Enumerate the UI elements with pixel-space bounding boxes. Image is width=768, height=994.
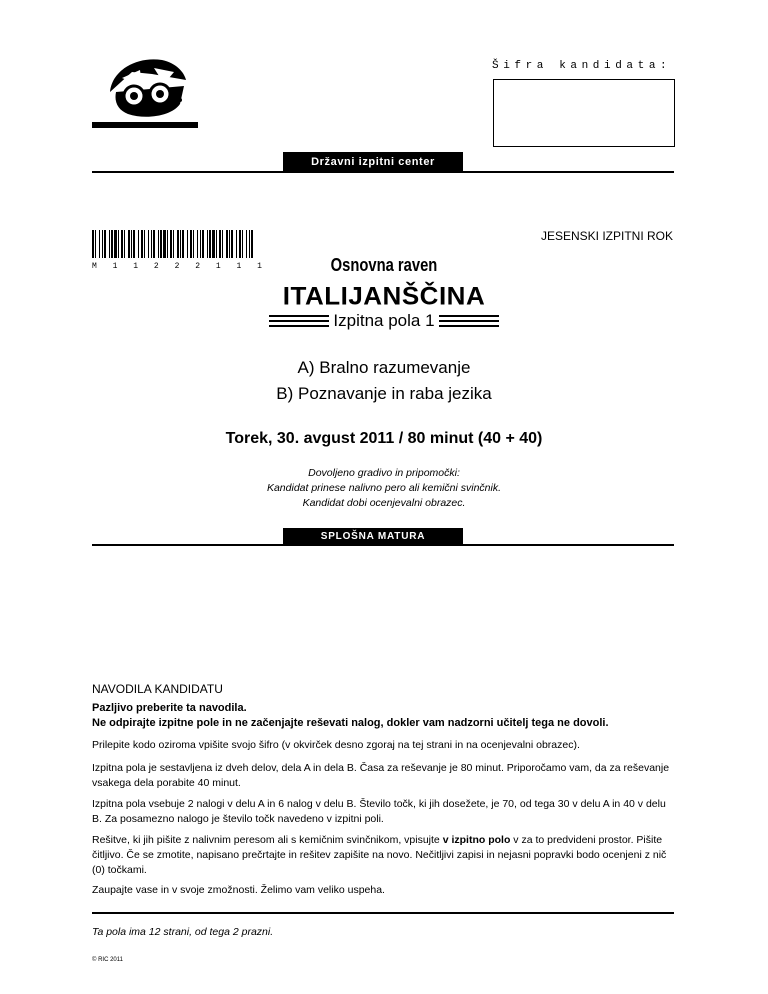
- barcode-digit: 1: [236, 262, 242, 271]
- barcode-digit: 1: [112, 262, 118, 271]
- paper-label-row: [0, 311, 768, 331]
- matura-banner: SPLOŠNA MATURA: [283, 528, 463, 545]
- barcode-digit: M: [92, 262, 97, 271]
- candidate-code-label: Šifra kandidata:: [492, 60, 672, 72]
- exam-date: Torek, 30. avgust 2011 / 80 minut (40 + 40): [225, 430, 543, 447]
- materials-line: Kandidat prinese nalivno pero ali kemični svinčnik.: [266, 482, 502, 494]
- instructions-emphasis: v izpitno polo: [442, 834, 511, 846]
- decorative-lines-right: [439, 315, 499, 327]
- decorative-lines-left: [269, 315, 329, 327]
- barcode-digit: 1: [257, 262, 262, 271]
- part-a-title: A) Bralno razumevanje: [297, 358, 471, 377]
- logo-underline: [92, 122, 198, 128]
- barcode-digit: 1: [133, 262, 139, 271]
- candidate-code-box[interactable]: [493, 79, 675, 147]
- part-b-title: B) Poznavanje in raba jezika: [276, 384, 492, 403]
- exam-term: JESENSKI IZPITNI ROK: [540, 229, 673, 243]
- instructions-warning: [92, 701, 682, 731]
- instructions-bold-line: Ne odpirajte izpitne pole in ne začenjajte reševati nalog, dokler vam nadzorni učitelj tega ne dovoli.: [92, 717, 609, 729]
- page-count-note: Ta pola ima 12 strani, od tega 2 prazni.: [92, 926, 274, 938]
- subject-title: ITALIJANŠČINA: [282, 281, 486, 311]
- bottom-divider: [92, 912, 674, 914]
- instructions-paragraph: Izpitna pola vsebuje 2 nalogi v delu A in 6 nalog v delu B. Število točk, ki jih dosežete, je 70, od tega 30 v delu A in 40 v delu B. Za posamezno nalogo je število točk navedeno v izpitni poli.: [92, 798, 666, 825]
- barcode-digit: 2: [153, 262, 159, 271]
- instructions-paragraph: [92, 833, 678, 878]
- barcode-digit: 2: [174, 262, 180, 271]
- instructions-bold-line: Pazljivo preberite ta navodila.: [92, 702, 247, 714]
- materials-line: Kandidat dobi ocenjevalni obrazec.: [302, 497, 466, 509]
- barcode-digit: 1: [215, 262, 221, 271]
- copyright: © RIC 2011: [92, 957, 123, 963]
- organization-banner: Državni izpitni center: [283, 152, 463, 172]
- barcode-digit: 2: [195, 262, 201, 271]
- instructions-paragraph: Izpitna pola je sestavljena iz dveh delov, dela A in dela B. Časa za reševanje je 80 minut. Priporočamo vam, da za reševanje vsakega dela porabite 40 minut.: [92, 762, 670, 789]
- barcode-icon: [92, 230, 254, 258]
- instructions-paragraph: Prilepite kodo oziroma vpišite svojo šifro (v okvirček desno zgoraj na tej strani in na ocenjevalni obrazec).: [92, 739, 580, 751]
- exam-level: Osnovna raven: [330, 255, 438, 275]
- paper-label: Izpitna pola 1: [333, 311, 435, 330]
- owl-logo-icon: [92, 50, 202, 130]
- materials-heading: Dovoljeno gradivo in pripomočki:: [308, 467, 460, 479]
- instructions-text: v za to predvideni prostor. Pišite čitljivo. Če se zmotite, napisano prečrtajte in rešitev zapišite na novo. Nečitljivi zapisi in nejasni popravki bodo ocenjeni z nič (0) točkami.: [92, 834, 667, 876]
- instructions-text: Rešitve, ki jih pišite z nalivnim peresom ali s kemičnim svinčnikom, vpisujte: [92, 834, 443, 846]
- instructions-heading: NAVODILA KANDIDATU: [92, 682, 223, 696]
- instructions-paragraph: Zaupajte vase in v svoje zmožnosti. Želimo vam veliko uspeha.: [92, 884, 385, 896]
